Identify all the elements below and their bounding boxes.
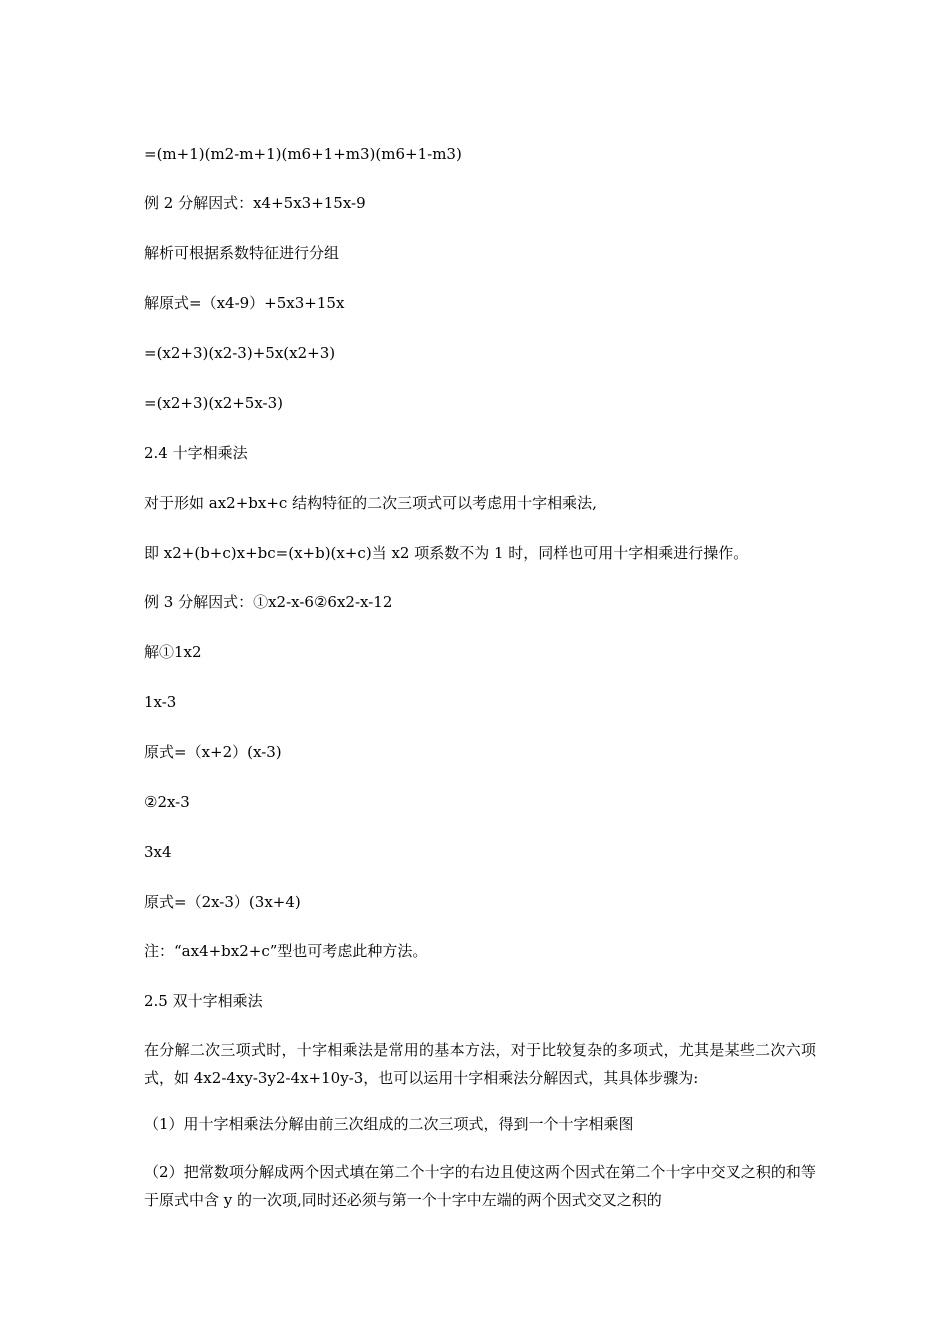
paragraph-1: 在分解二次三项式时，十字相乘法是常用的基本方法，对于比较复杂的多项式，尤其是某些二次六项式，如 4x2-4xy-3y2-4x+10y-3，也可以运用十字相乘法分解因式，其具体步骤为: [144, 1041, 816, 1087]
text-line-14: ②2x-3 [144, 793, 190, 811]
paragraph-2: （1）用十字相乘法分解由前三次组成的二次三项式，得到一个十字相乘图 [144, 1115, 634, 1133]
text-line-1: =(m+1)(m2-m+1)(m6+1+m3)(m6+1-m3) [144, 145, 462, 163]
text-line-11: 解①1x2 [144, 643, 202, 661]
paragraph-3: （2）把常数项分解成两个因式填在第二个十字的右边且使这两个因式在第二个十字中交叉之积的和等于原式中含 y 的一次项,同时还必须与第一个十字中左端的两个因式交叉之积的 [144, 1163, 816, 1209]
text-line-13: 原式=（x+2）(x-3) [144, 743, 282, 761]
section-heading-2-4: 2.4 十字相乘法 [144, 444, 248, 462]
text-line-8: 对于形如 ax2+bx+c 结构特征的二次三项式可以考虑用十字相乘法, [144, 494, 597, 512]
text-line-6: =(x2+3)(x2+5x-3) [144, 394, 284, 412]
text-line-3: 解析可根据系数特征进行分组 [144, 244, 340, 262]
text-line-15: 3x4 [144, 843, 172, 861]
text-line-5: =(x2+3)(x2-3)+5x(x2+3) [144, 344, 336, 362]
text-line-10: 例 3 分解因式：①x2-x-6②6x2-x-12 [144, 593, 393, 611]
text-line-2: 例 2 分解因式：x4+5x3+15x-9 [144, 194, 366, 212]
text-line-12: 1x-3 [144, 693, 177, 711]
text-line-16: 原式=（2x-3）(3x+4) [144, 893, 301, 911]
text-line-17: 注：“ax4+bx2+c”型也可考虑此种方法。 [144, 942, 428, 960]
section-heading-2-5: 2.5 双十字相乘法 [144, 992, 263, 1010]
text-line-4: 解原式=（x4-9）+5x3+15x [144, 294, 345, 312]
text-line-9: 即 x2+(b+c)x+bc=(x+b)(x+c)当 x2 项系数不为 1 时，同样也可用十字相乘进行操作。 [144, 544, 749, 562]
